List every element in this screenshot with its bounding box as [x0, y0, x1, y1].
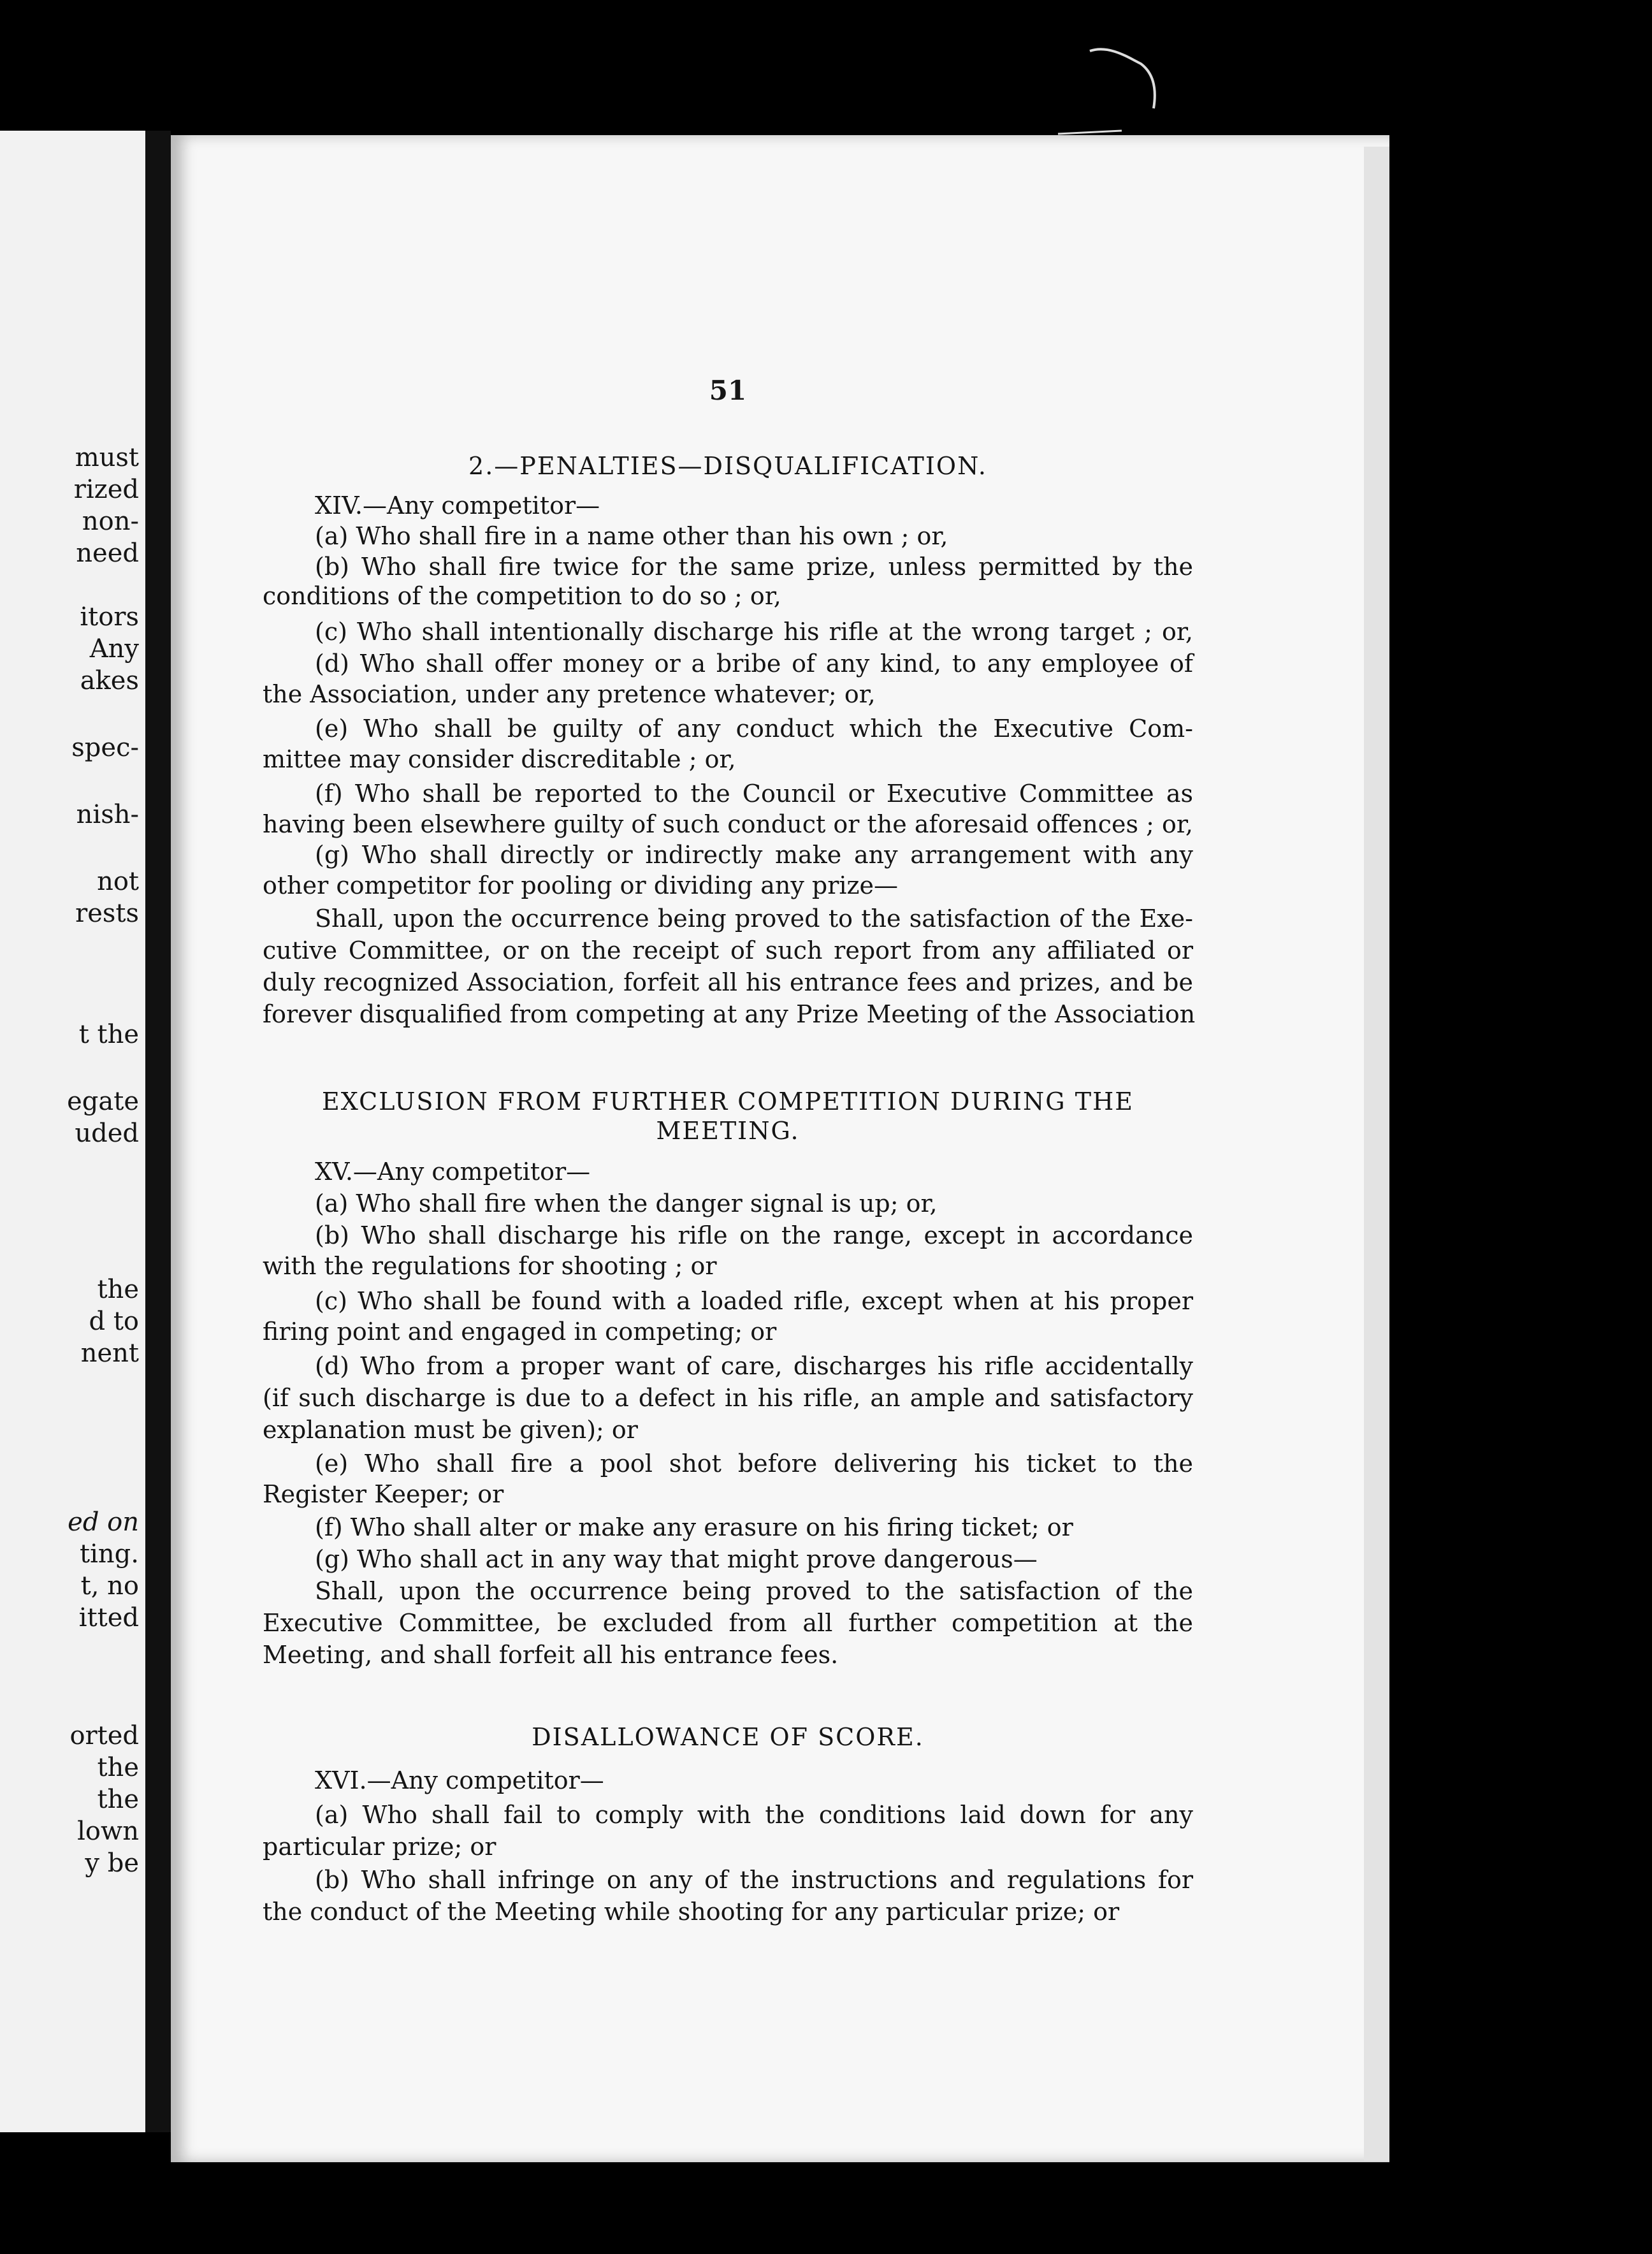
rule-xv-e: (e) Who shall fire a pool shot before delivering his ticket to the [315, 1450, 1193, 1478]
left-fragment: lown [77, 1817, 139, 1846]
left-fragment: uded [75, 1119, 139, 1148]
rule-xiv-d-cont: the Association, under any pretence whatever; or, [263, 680, 876, 708]
rule-xvi-b: (b) Who shall infringe on any of the instructions and regulations for [315, 1866, 1193, 1894]
left-fragment: non- [82, 507, 139, 536]
rule-xv-d-cont: explanation must be given); or [263, 1416, 638, 1444]
left-fragment: ed on [68, 1508, 139, 1537]
rule-xiv-e: (e) Who shall be guilty of any conduct which the Executive Com- [315, 715, 1193, 743]
left-fragment: the [97, 1785, 139, 1814]
rule-xv-c-cont: firing point and engaged in competing; or [263, 1318, 777, 1346]
rule-xiv-f: (f) Who shall be reported to the Council or Executive Committee as [315, 780, 1193, 808]
rule-xv-b-cont: with the regulations for shooting ; or [263, 1252, 717, 1280]
rule-xv-c: (c) Who shall be found with a loaded rifle, except when at his proper [315, 1287, 1193, 1315]
rule-xvi-a: (a) Who shall fail to comply with the conditions laid down for any [315, 1801, 1193, 1829]
left-fragment: akes [80, 666, 139, 695]
rule-xv-sanction: Shall, upon the occurrence being proved to the satisfaction of the [315, 1577, 1193, 1605]
left-fragment: t, no [80, 1571, 139, 1601]
page-number: 51 [709, 375, 747, 406]
left-fragment: rized [73, 475, 139, 504]
rule-xv-sanction-cont: Meeting, and shall forfeit all his entrance fees. [263, 1641, 839, 1669]
rule-xiv-sanction-cont: cutive Committee, or on the receipt of such report from any affiliated or [263, 936, 1193, 964]
section-title-disallowance: DISALLOWANCE OF SCORE. [532, 1723, 924, 1751]
rule-xiv-intro: XIV.—Any competitor— [315, 491, 600, 520]
rule-xvi-b-cont: the conduct of the Meeting while shooting for any particular prize; or [263, 1898, 1120, 1926]
left-page-fragment [0, 131, 145, 2132]
rule-xv-b: (b) Who shall discharge his rifle on the range, except in accordance [315, 1221, 1193, 1249]
section-title-exclusion: EXCLUSION FROM FURTHER COMPETITION DURING THE [322, 1087, 1134, 1116]
left-fragment: itors [80, 602, 139, 632]
section-title-penalties: 2.—PENALTIES—DISQUALIFICATION. [468, 452, 987, 480]
rule-xv-f: (f) Who shall alter or make any erasure on his firing ticket; or [315, 1513, 1073, 1541]
rule-xv-intro: XV.—Any competitor— [315, 1158, 591, 1186]
left-fragment: ting. [80, 1539, 139, 1569]
rule-xiv-sanction: Shall, upon the occurrence being proved to the satisfaction of the Exe- [315, 905, 1193, 933]
rule-xv-d-cont: (if such discharge is due to a defect in his rifle, an ample and satisfactory [263, 1384, 1193, 1412]
scan-artifact [1045, 38, 1173, 147]
rule-xv-sanction-cont: Executive Committee, be excluded from all further competition at the [263, 1609, 1193, 1637]
left-fragment: y be [85, 1849, 139, 1878]
left-fragment: orted [69, 1721, 139, 1750]
left-fragment: must [75, 443, 139, 472]
page-edge [1364, 147, 1389, 2161]
rule-xiv-b-cont: conditions of the competition to do so ; or, [263, 582, 781, 610]
left-fragment: egate [67, 1087, 139, 1116]
rule-xiv-b: (b) Who shall fire twice for the same prize, unless permitted by the [315, 553, 1193, 581]
book-gutter [145, 131, 171, 2132]
rule-xvi-a-cont: particular prize; or [263, 1833, 496, 1861]
rule-xv-e-cont: Register Keeper; or [263, 1480, 504, 1508]
left-fragment: nish- [76, 800, 139, 829]
rule-xiv-c: (c) Who shall intentionally discharge his rifle at the wrong target ; or, [315, 618, 1193, 646]
section-title-exclusion-cont: MEETING. [656, 1117, 800, 1145]
rule-xiv-sanction-cont: duly recognized Association, forfeit all his entrance fees and prizes, and be [263, 968, 1193, 996]
left-fragment: t the [78, 1020, 139, 1049]
left-fragment: Any [89, 634, 139, 664]
rule-xv-a: (a) Who shall fire when the danger signal is up; or, [315, 1189, 938, 1218]
left-fragment: rests [75, 899, 139, 928]
left-fragment: the [97, 1275, 139, 1304]
rule-xiv-e-cont: mittee may consider discreditable ; or, [263, 745, 736, 773]
rule-xiv-g-cont: other competitor for pooling or dividing any prize— [263, 871, 899, 899]
rule-xvi-intro: XVI.—Any competitor— [315, 1766, 604, 1794]
left-fragment: spec- [71, 733, 139, 762]
left-fragment: the [97, 1753, 139, 1782]
rule-xiv-sanction-cont: forever disqualified from competing at any Prize Meeting of the Association [263, 1000, 1196, 1028]
left-fragment: d to [89, 1307, 139, 1336]
rule-xiv-g: (g) Who shall directly or indirectly make any arrangement with any [315, 841, 1193, 869]
left-fragment: itted [78, 1603, 139, 1632]
rule-xiv-f-cont: having been elsewhere guilty of such conduct or the aforesaid offences ; or, [263, 810, 1193, 838]
rule-xv-d: (d) Who from a proper want of care, discharges his rifle accidentally [315, 1352, 1193, 1380]
rule-xiv-d: (d) Who shall offer money or a bribe of any kind, to any employee of [315, 650, 1193, 678]
left-fragment: need [76, 539, 139, 568]
rule-xiv-a: (a) Who shall fire in a name other than his own ; or, [315, 522, 948, 550]
left-fragment: nent [80, 1339, 139, 1368]
left-fragment: not [97, 867, 139, 896]
rule-xv-g: (g) Who shall act in any way that might prove dangerous— [315, 1545, 1038, 1573]
